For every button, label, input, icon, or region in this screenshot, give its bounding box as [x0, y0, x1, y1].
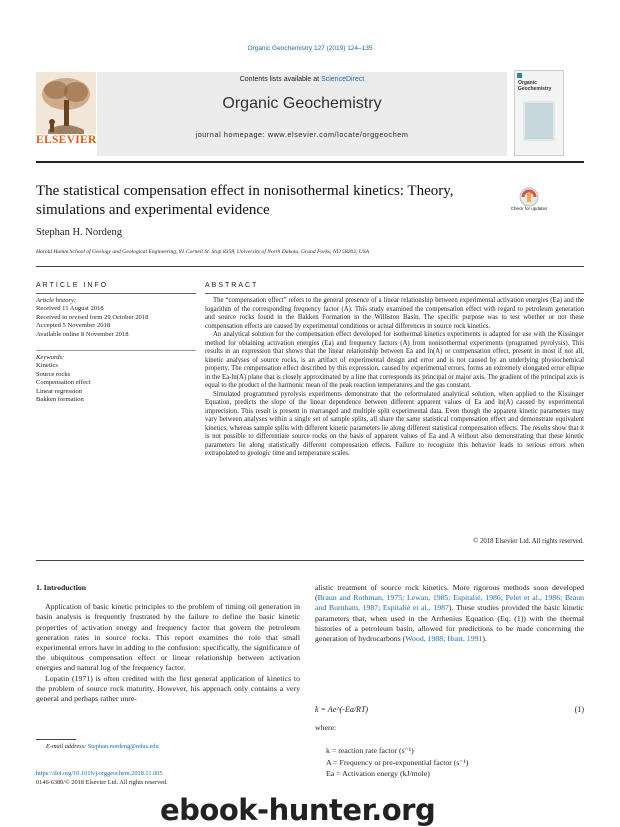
body-paragraph: Lopatin (1971) is often credited with the first general application of kinetics to the problem of source rock maturity. However, his approach only contains a very general and perhaps rather unre- — [36, 673, 300, 704]
abstract-copyright: © 2018 Elsevier Ltd. All rights reserved. — [473, 538, 584, 545]
cover-journal-title: Organic Geochemistry — [518, 80, 552, 92]
abstract-paragraph: The “compensation effect” refers to the general presence of a linear relationship between experimental activation energies (Ea) and the logarithm of the corresponding frequency factor (A). This study examined the compensation effect with regard to petroleum generation and source rocks found in the Bakken Formation in the Williston Basin. The specific purpose was to test whether or not these compensation effects are caused by experimental conditions or actual differences in source rock kinetics. — [205, 297, 584, 330]
journal-header-banner — [97, 72, 507, 156]
equation-number: (1) — [574, 705, 584, 714]
keyword-item: Kinetics — [36, 362, 58, 370]
article-info-rule — [36, 293, 196, 294]
keyword-item: Compensation effect — [36, 379, 91, 387]
body-left-column — [36, 583, 300, 704]
where-label: where: — [315, 723, 337, 732]
abstract-body — [205, 297, 584, 459]
introduction-heading: 1. Introduction — [36, 583, 87, 592]
body-text: ). These studies provided the basic kinetic parameters that, when used in the Arrhenius Equation (Eq. (1)) with the thermal histories of a petroleum basin, allowed for predictions to be made concerning the generation of hydrocarbons ( — [315, 603, 584, 644]
keywords-list — [36, 354, 196, 404]
email-label: E-mail address: — [46, 743, 88, 750]
keyword-item: Source rocks — [36, 370, 71, 378]
abstract-bottom-rule — [36, 560, 584, 561]
contents-prefix: Contents lists available at — [239, 76, 322, 83]
history-item: Received 11 August 2018 — [36, 305, 104, 313]
author-affiliation: Harold Hamm School of Geology and Geological Engineering, 81 Cornell St. Stop 8358, University of North Dakota, Grand Forks, ND 58202, USA — [36, 249, 370, 255]
definition-item: Ea = Activation energy (kJ/mole) — [326, 769, 430, 778]
variable-definitions — [326, 745, 468, 780]
article-info-heading: ARTICLE INFO — [36, 282, 109, 289]
footnote-rule — [36, 739, 76, 740]
article-history — [36, 297, 196, 339]
citation-links[interactable]: Wood, 1988; Hunt, 1991 — [405, 634, 483, 644]
journal-homepage-line — [97, 130, 507, 139]
author-email-link[interactable]: Stephan.nordeng@ndus.edu — [87, 743, 159, 750]
crossmark-label[interactable]: Check for updates — [510, 206, 548, 211]
journal-title: Organic Geochemistry — [222, 95, 382, 112]
body-text: alistic treatment of source rock kinetics. More rigorous methods soon developed ( — [315, 583, 584, 603]
definition-item: A = Frequency or pre-exponential factor (s⁻¹) — [326, 757, 469, 767]
header-rule — [36, 161, 584, 163]
body-right-column — [315, 583, 584, 644]
keyword-item: Linear regression — [36, 387, 82, 395]
keywords-rule — [36, 350, 196, 351]
sciencedirect-link[interactable]: ScienceDirect — [321, 76, 365, 83]
author-email-footnote — [46, 743, 159, 750]
abstract-rule — [205, 293, 584, 294]
keyword-item: Bakken formation — [36, 396, 84, 404]
homepage-link[interactable]: www.elsevier.com/locate/orggeochem — [267, 130, 409, 139]
history-label: Article history: — [36, 297, 77, 304]
body-paragraph: Application of basic kinetic principles to the problem of timing oil generation in basin analysis is frequently frustrated by the failure to define the basic kinetic properties of activation energy and frequency factor that govern the petroleum generation rates in source rocks. This report examines the role that small experimental errors have in adding to the confusion: specifically, the significance of the ubiquitous compensation effect or linear relationship between activation energies and natural log of the frequency factor. — [36, 602, 300, 673]
elsevier-wordmark: ELSEVIER — [36, 134, 97, 146]
history-item: Received in revised form 29 October 2018 — [36, 313, 149, 321]
equation-expression: k = Ae^(-Ea/RT) — [315, 705, 369, 714]
body-text: ). — [482, 634, 487, 644]
author-name: Stephan H. Nordeng — [36, 227, 123, 238]
citation-links[interactable]: Braun and Rothman, 1975; Lewan, 1985; Espitalié, 1986; Pelet et al., 1986; Braun and Burnham, 1987; Espitalié et al., 1987 — [315, 593, 584, 613]
journal-citation[interactable]: Organic Geochemistry 127 (2019) 124–135 — [247, 45, 373, 52]
abstract-paragraph: Simulated programmed pyrolysis experiments demonstrate that the reformulated analytical solution, when applied to the Kissinger Equation, predicts the slope of the linear dependence between different apparent values of Ea and ln(A) caused by experimental imprecision. This result is present in rearranged and multiple split experimental data. Even though the apparent kinetic parameters may vary between analyses within a single set of sample splits, all share the same statistical compensation effect and demonstrate equivalent kinetics, whereas sample splits with different kinetic parameters lie along different statistical compensation effects. The results show that it is not possible to differentiate source rocks on the basis of apparent values of Ea and A without also demonstrating that these kinetic parameters lie along statistically different compensation effects. Failure to recognize this behavior leads to serious errors when extrapolated to geologic time and temperature scales. — [205, 390, 584, 457]
contents-available-line — [97, 76, 507, 83]
homepage-prefix: journal homepage: — [195, 130, 268, 139]
arrhenius-equation — [315, 705, 584, 714]
history-item: Available online 8 November 2018 — [36, 330, 129, 338]
abstract-paragraph: An analytical solution for the compensation effect developed for isothermal kinetics experiments is adapted for use with the Kissinger method for obtaining activation energies (Ea) and frequency factors (A) from nonisothermal experiments (programed pyrolysis). This results in an expression that shows that the linear relationship between Ea and ln(A) or compensation effect, present in most if not all, kinetic analyses of source rocks, is an artifact of experimental design and error and is not caused by an underlying physiochemical property. The compensation effect described by this expression, caused by experimental errors, forms an extremely elongated error ellipse in the Ea-ln(A) plane that is closely approximated by a line that corresponds its principal or major axis. The gradient of the principal axis is equal to the product of the harmonic mean of the peak reaction temperatures and the gas constant. — [205, 331, 584, 389]
issn-copyright: 0146-6380/© 2018 Elsevier Ltd. All rights reserved. — [36, 779, 168, 786]
history-item: Accepted 5 November 2018 — [36, 322, 111, 330]
abstract-heading: ABSTRACT — [205, 282, 259, 289]
doi-link[interactable]: https://doi.org/10.1016/j.orggeochem.2018.11.005 — [36, 770, 163, 777]
site-watermark: ebook-hunter.org — [160, 793, 436, 827]
definition-item: k = reaction rate factor (s⁻¹) — [326, 746, 414, 755]
body-paragraph — [315, 583, 584, 644]
keywords-label: Keywords: — [36, 354, 65, 361]
article-title: The statistical compensation effect in nonisothermal kinetics: Theory, simulations and experimental evidence — [36, 183, 454, 218]
section-rule — [36, 266, 584, 267]
